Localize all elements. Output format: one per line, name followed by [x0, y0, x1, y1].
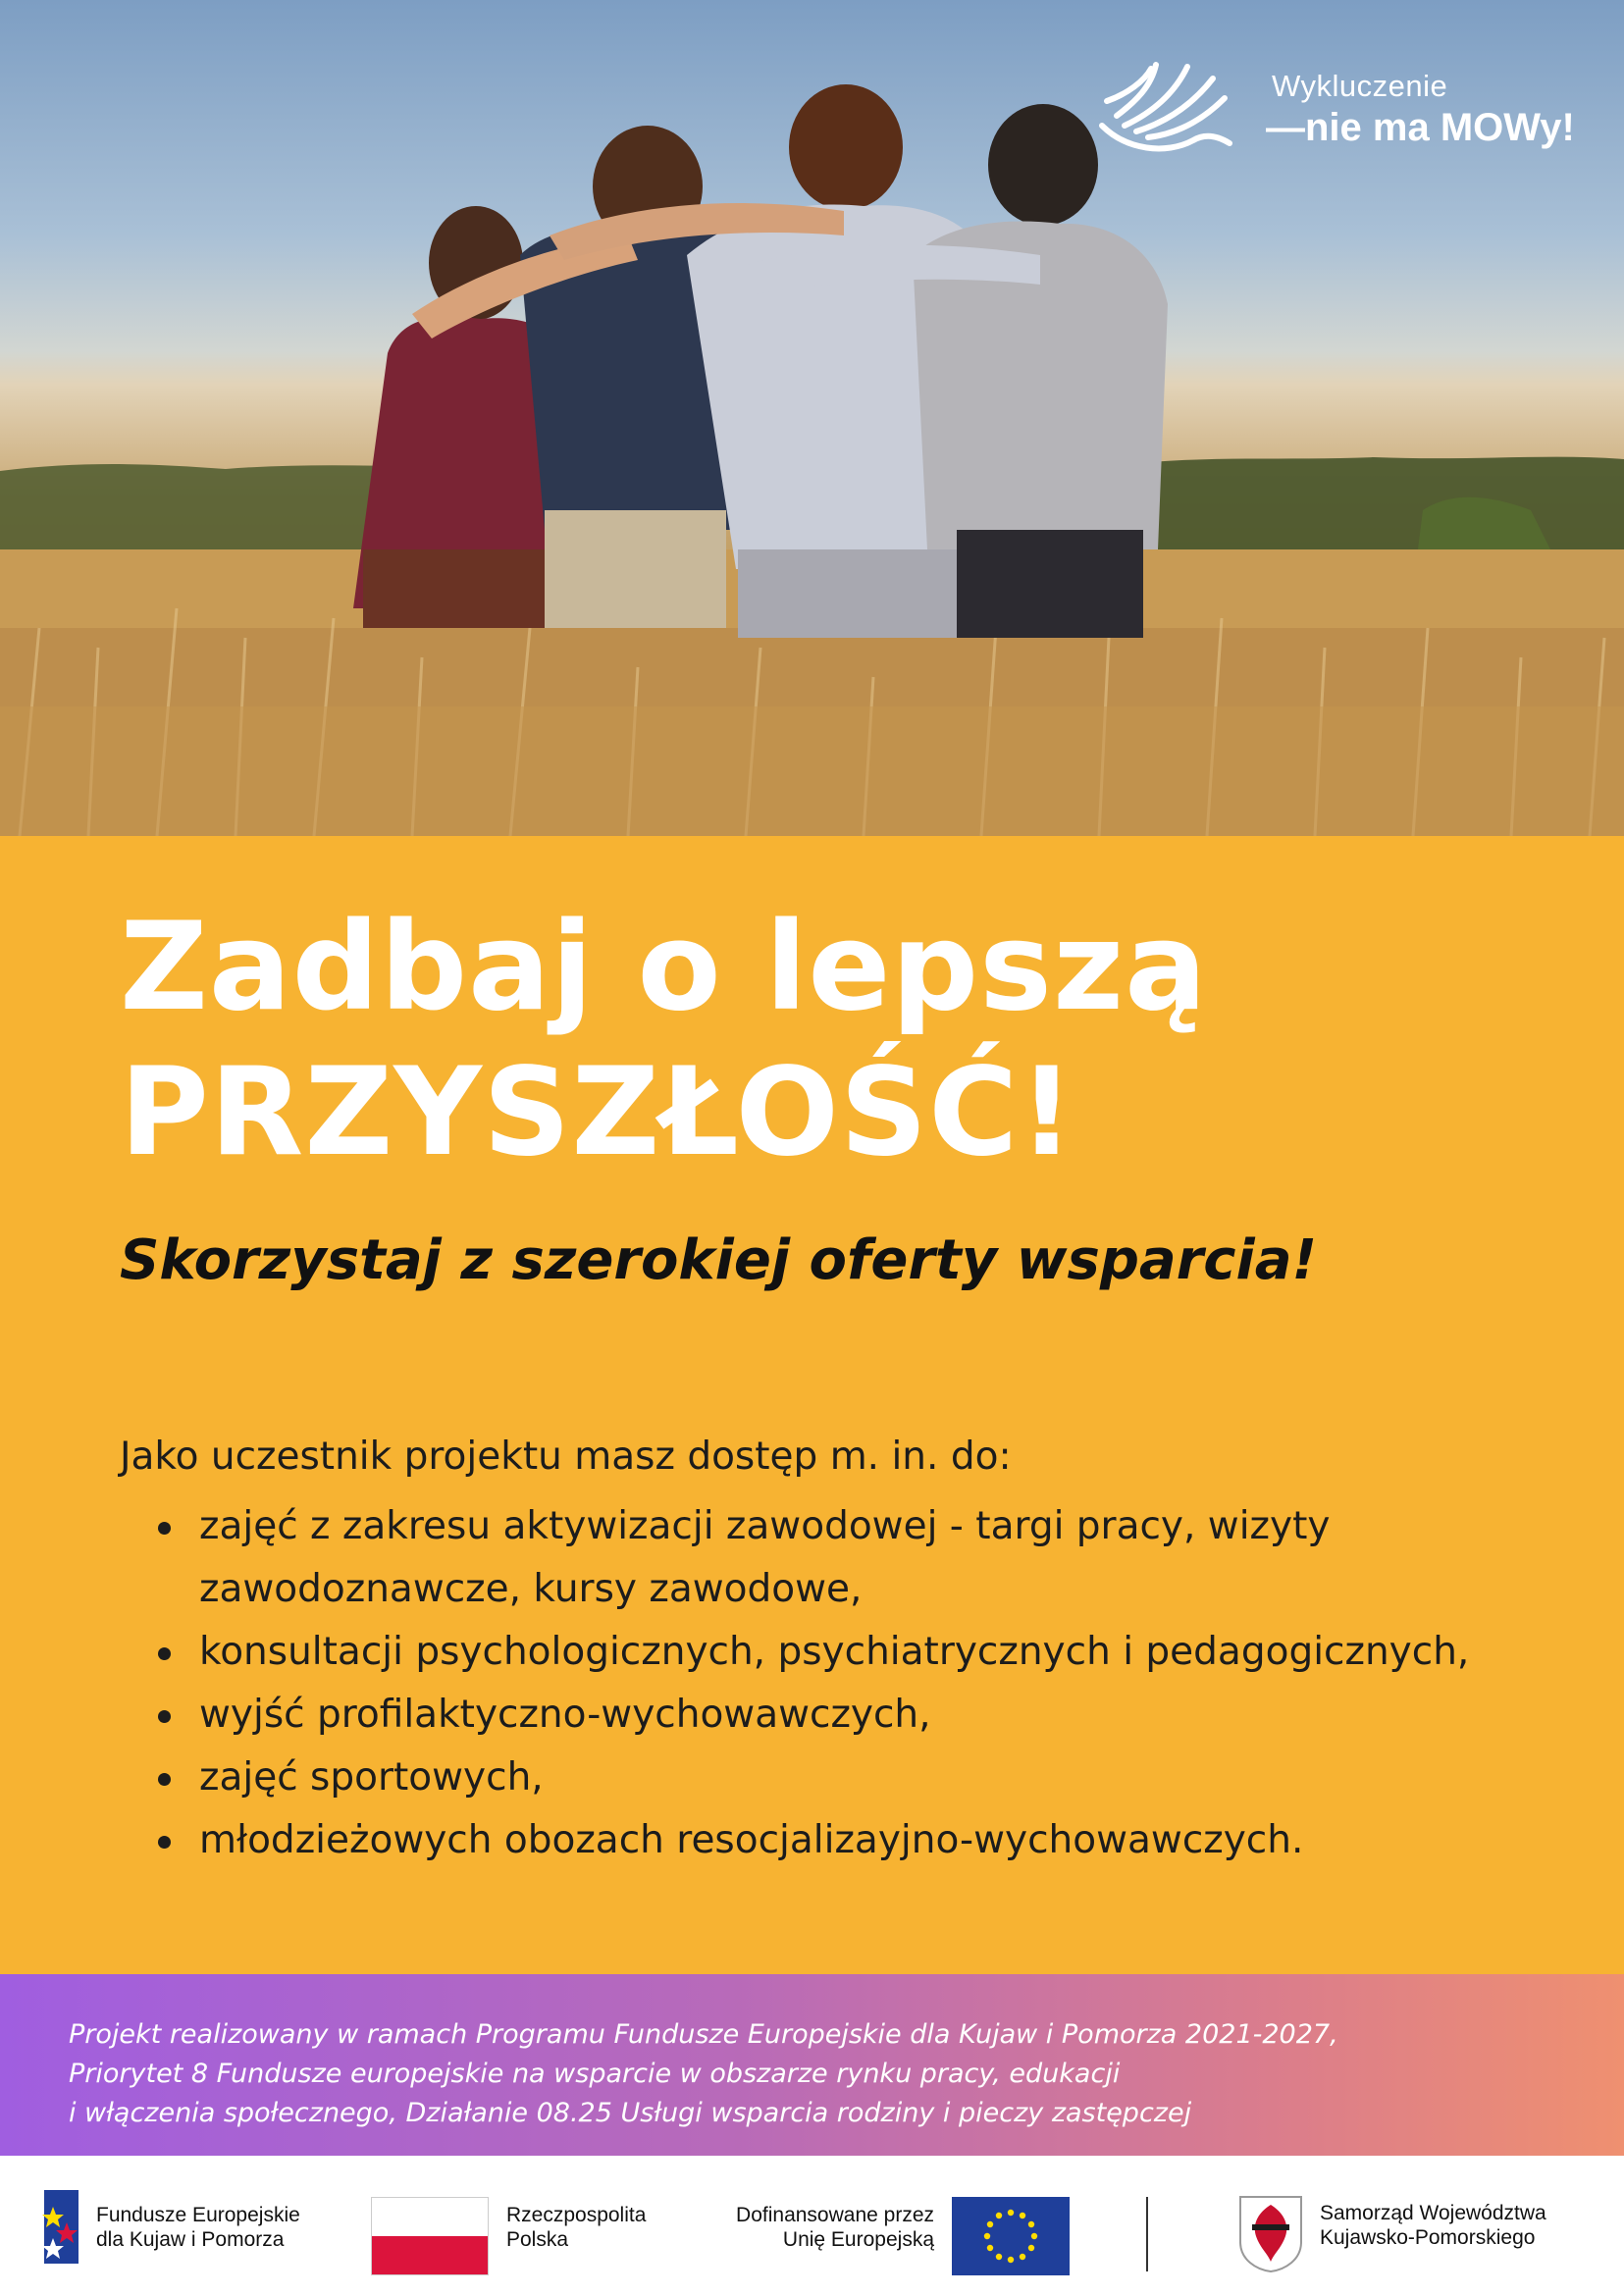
subheadline: Skorzystaj z szerokiej oferty wsparcia! [120, 1228, 1318, 1292]
rp-logo-text [506, 2203, 646, 2252]
eu-flag-icon [952, 2197, 1070, 2275]
project-note-line-1: Projekt realizowany w ramach Programu Fundusze Europejskie dla Kujaw i Pomorza 2021-2027, [69, 2019, 1338, 2050]
list-item [152, 1809, 1526, 1872]
headline-line-1: Zadbaj o lepszą [120, 897, 1208, 1038]
funding-logos [0, 2156, 1624, 2296]
offer-intro: Jako uczestnik projektu masz dostęp m. in. do: [120, 1435, 1012, 1479]
list-item-text: zajęć sportowych, [199, 1755, 544, 1800]
kp-line-1: Samorząd Województwa [1320, 2202, 1546, 2224]
fe-logo-text [96, 2203, 300, 2252]
list-item-text: młodzieżowych obozach resocjalizayjno-wychowawczych. [199, 1818, 1304, 1862]
headline [120, 895, 1493, 1185]
list-item-text: wyjść profilaktyczno-wychowawczych, [199, 1693, 931, 1737]
headline-line-2: PRZYSZŁOŚĆ! [120, 1042, 1075, 1183]
project-note-line-3: i włączenia społecznego, Działanie 08.25 Usługi wsparcia rodziny i pieczy zastępczej [69, 2098, 1192, 2128]
bullet-icon [158, 1773, 171, 1786]
hand-icon [1097, 57, 1234, 160]
fe-line-1: Fundusze Europejskie [96, 2204, 300, 2226]
bullet-icon [158, 1710, 171, 1723]
logo-line-2: —nie ma MOWy! [1266, 106, 1575, 149]
footer-divider [1146, 2197, 1148, 2271]
kp-line-2: Kujawsko-Pomorskiego [1320, 2226, 1536, 2249]
fe-line-2: dla Kujaw i Pomorza [96, 2228, 285, 2251]
list-item [152, 1684, 1526, 1747]
eu-line-1: Dofinansowane przez [736, 2204, 934, 2226]
kujawsko-pomorskie-crest-icon [1238, 2195, 1303, 2273]
list-item [152, 1495, 1526, 1558]
hero-photo [0, 0, 1624, 836]
bullet-icon [158, 1647, 171, 1660]
eu-line-2: Unię Europejską [782, 2228, 934, 2251]
list-item-continuation [152, 1558, 1526, 1621]
logo-line-1: Wykluczenie [1272, 69, 1448, 103]
fundusze-europejskie-icon [39, 2185, 83, 2270]
wykluczenie-logo [1097, 57, 1607, 165]
kp-logo-text [1320, 2201, 1546, 2250]
list-item [152, 1747, 1526, 1809]
list-item-text: konsultacji psychologicznych, psychiatrycznych i pedagogicznych, [199, 1630, 1470, 1674]
rp-line-2: Polska [506, 2228, 569, 2251]
list-item-text: zawodoznawcze, kursy zawodowe, [199, 1567, 863, 1611]
list-item [152, 1621, 1526, 1684]
eu-logo-text [712, 2203, 934, 2252]
rp-line-1: Rzeczpospolita [506, 2204, 647, 2226]
project-note-line-2: Priorytet 8 Fundusze europejskie na wsparcie w obszarze rynku pracy, edukacji [69, 2059, 1121, 2089]
list-item-text: zajęć z zakresu aktywizacji zawodowej - targi pracy, wizyty [199, 1504, 1331, 1548]
project-note-band [0, 1974, 1624, 2156]
polish-flag-icon [371, 2197, 489, 2275]
offer-panel [0, 836, 1624, 1974]
project-note [69, 2015, 1580, 2133]
benefits-list [152, 1495, 1526, 1872]
bullet-icon [158, 1522, 171, 1535]
bullet-icon [158, 1836, 171, 1849]
